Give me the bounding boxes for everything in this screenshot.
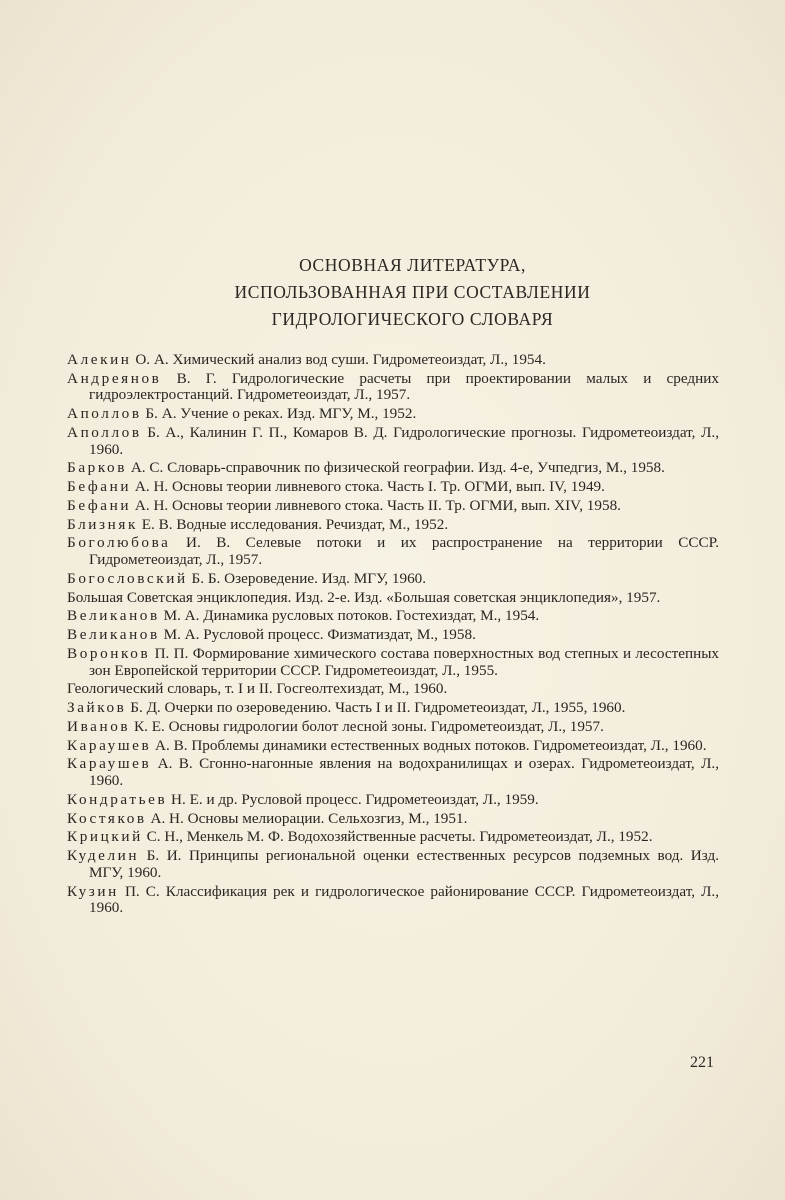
reference-author: Воронков <box>67 644 151 662</box>
reference-entry <box>67 848 719 881</box>
reference-author: Боголюбова <box>67 534 171 552</box>
reference-author: Аполлов <box>67 423 142 441</box>
reference-author: Кузин <box>67 882 119 900</box>
reference-author: Зайков <box>67 699 127 717</box>
reference-text: Н. Е. и др. Русловой процесс. Гидрометеоиздат, Л., 1959. <box>171 790 539 808</box>
reference-text: А. В. Сгонно-нагонные явления на водохранилищах и озерах. Гидрометеоиздат, Л., 1960. <box>89 755 719 790</box>
reference-entry <box>67 608 719 625</box>
reference-entry <box>67 756 719 789</box>
reference-author: Великанов <box>67 607 160 625</box>
page-number: 221 <box>690 1054 714 1071</box>
reference-author: Костяков <box>67 809 147 827</box>
reference-author: Богословский <box>67 569 188 587</box>
reference-text: С. Н., Менкель М. Ф. Водохозяйственные расчеты. Гидрометеоиздат, Л., 1952. <box>146 828 653 846</box>
reference-text: И. В. Селевые потоки и их распространение на территории СССР. Гидрометеоиздат, Л., 1957. <box>89 534 719 569</box>
reference-entry <box>67 479 719 496</box>
reference-author: Близняк <box>67 515 138 533</box>
reference-text: А. Н. Основы теории ливневого стока. Часть II. Тр. ОГМИ, вып. XIV, 1958. <box>134 496 621 514</box>
reference-entry <box>67 517 719 534</box>
reference-entry <box>67 460 719 477</box>
reference-author: Аполлов <box>67 405 142 423</box>
reference-entry <box>67 371 719 404</box>
reference-text: Геологический словарь, т. I и II. Госгеолтехиздат, М., 1960. <box>67 680 448 698</box>
reference-text: А. Н. Основы мелиорации. Сельхозгиз, М., 1951. <box>150 809 468 827</box>
reference-text: П. С. Классификация рек и гидрологическое районирование СССР. Гидрометеоиздат, Л., 1960. <box>89 882 720 917</box>
reference-entry <box>67 646 719 679</box>
reference-entry <box>67 829 719 846</box>
reference-author: Андреянов <box>67 369 162 387</box>
reference-author: Бефани <box>67 496 132 514</box>
reference-list <box>67 352 719 919</box>
reference-entry <box>67 792 719 809</box>
reference-author: Иванов <box>67 717 131 735</box>
reference-text: Большая Советская энциклопедия. Изд. 2-е. Изд. «Большая советская энциклопедия», 1957. <box>67 588 661 606</box>
reference-entry <box>67 811 719 828</box>
reference-entry <box>67 425 719 458</box>
reference-entry <box>67 571 719 588</box>
heading-line-1: ОСНОВНАЯ ЛИТЕРАТУРА, <box>299 255 526 275</box>
reference-text: Б. Д. Очерки по озероведению. Часть I и II. Гидрометеоиздат, Л., 1955, 1960. <box>130 699 626 717</box>
reference-entry <box>67 627 719 644</box>
heading-line-3: ГИДРОЛОГИЧЕСКОГО СЛОВАРЯ <box>271 309 554 329</box>
reference-text: Е. В. Водные исследования. Речиздат, М., 1952. <box>141 515 449 533</box>
reference-author: Алекин <box>67 351 132 368</box>
reference-entry <box>67 738 719 755</box>
reference-author: Кондратьев <box>67 790 168 808</box>
reference-text: А. С. Словарь-справочник по физической географии. Изд. 4-е, Учпедгиз, М., 1958. <box>130 459 665 477</box>
reference-author: Караушев <box>67 755 152 773</box>
reference-entry <box>67 498 719 515</box>
reference-text: Б. И. Принципы региональной оценки естественных ресурсов подземных вод. Изд. МГУ, 1960. <box>89 847 720 881</box>
reference-text: К. Е. Основы гидрологии болот лесной зоны. Гидрометеоиздат, Л., 1957. <box>133 717 604 735</box>
reference-text: П. П. Формирование химического состава поверхностных вод степных и лесостепных зон Европейской территории СССР. Гидрометеоиздат, Л., 1955. <box>89 644 719 679</box>
reference-text: Б. А. Учение о реках. Изд. МГУ, М., 1952. <box>145 405 417 423</box>
reference-author: Караушев <box>67 736 152 754</box>
reference-entry <box>67 681 719 698</box>
reference-entry <box>67 535 719 568</box>
reference-entry <box>67 719 719 736</box>
reference-text: В. Г. Гидрологические расчеты при проектировании малых и средних гидроэлектростанций. Гидрометеоиздат, Л., 1957. <box>89 369 719 404</box>
reference-text: Б. А., Калинин Г. П., Комаров В. Д. Гидрологические прогнозы. Гидрометеоиздат, Л., 1960. <box>89 423 719 458</box>
reference-text: А. Н. Основы теории ливневого стока. Часть I. Тр. ОГМИ, вып. IV, 1949. <box>134 478 605 496</box>
reference-author: Барков <box>67 459 128 477</box>
reference-text: Б. Б. Озероведение. Изд. МГУ, 1960. <box>191 569 427 587</box>
heading-line-2: ИСПОЛЬЗОВАННАЯ ПРИ СОСТАВЛЕНИИ <box>234 282 591 302</box>
reference-entry <box>67 884 719 917</box>
reference-author: Бефани <box>67 478 132 496</box>
reference-entry <box>67 352 719 369</box>
reference-author: Куделин <box>67 847 140 865</box>
reference-entry <box>67 406 719 423</box>
reference-author: Великанов <box>67 626 160 644</box>
reference-author: Крицкий <box>67 828 143 846</box>
reference-entry <box>67 700 719 717</box>
reference-text: М. А. Русловой процесс. Физматиздат, М., 1958. <box>163 626 476 644</box>
reference-text: М. А. Динамика русловых потоков. Гостехиздат, М., 1954. <box>163 607 540 625</box>
section-heading <box>0 252 785 333</box>
reference-text: А. В. Проблемы динамики естественных водных потоков. Гидрометеоиздат, Л., 1960. <box>155 736 707 754</box>
reference-entry <box>67 590 719 607</box>
reference-text: О. А. Химический анализ вод суши. Гидрометеоиздат, Л., 1954. <box>135 351 546 368</box>
